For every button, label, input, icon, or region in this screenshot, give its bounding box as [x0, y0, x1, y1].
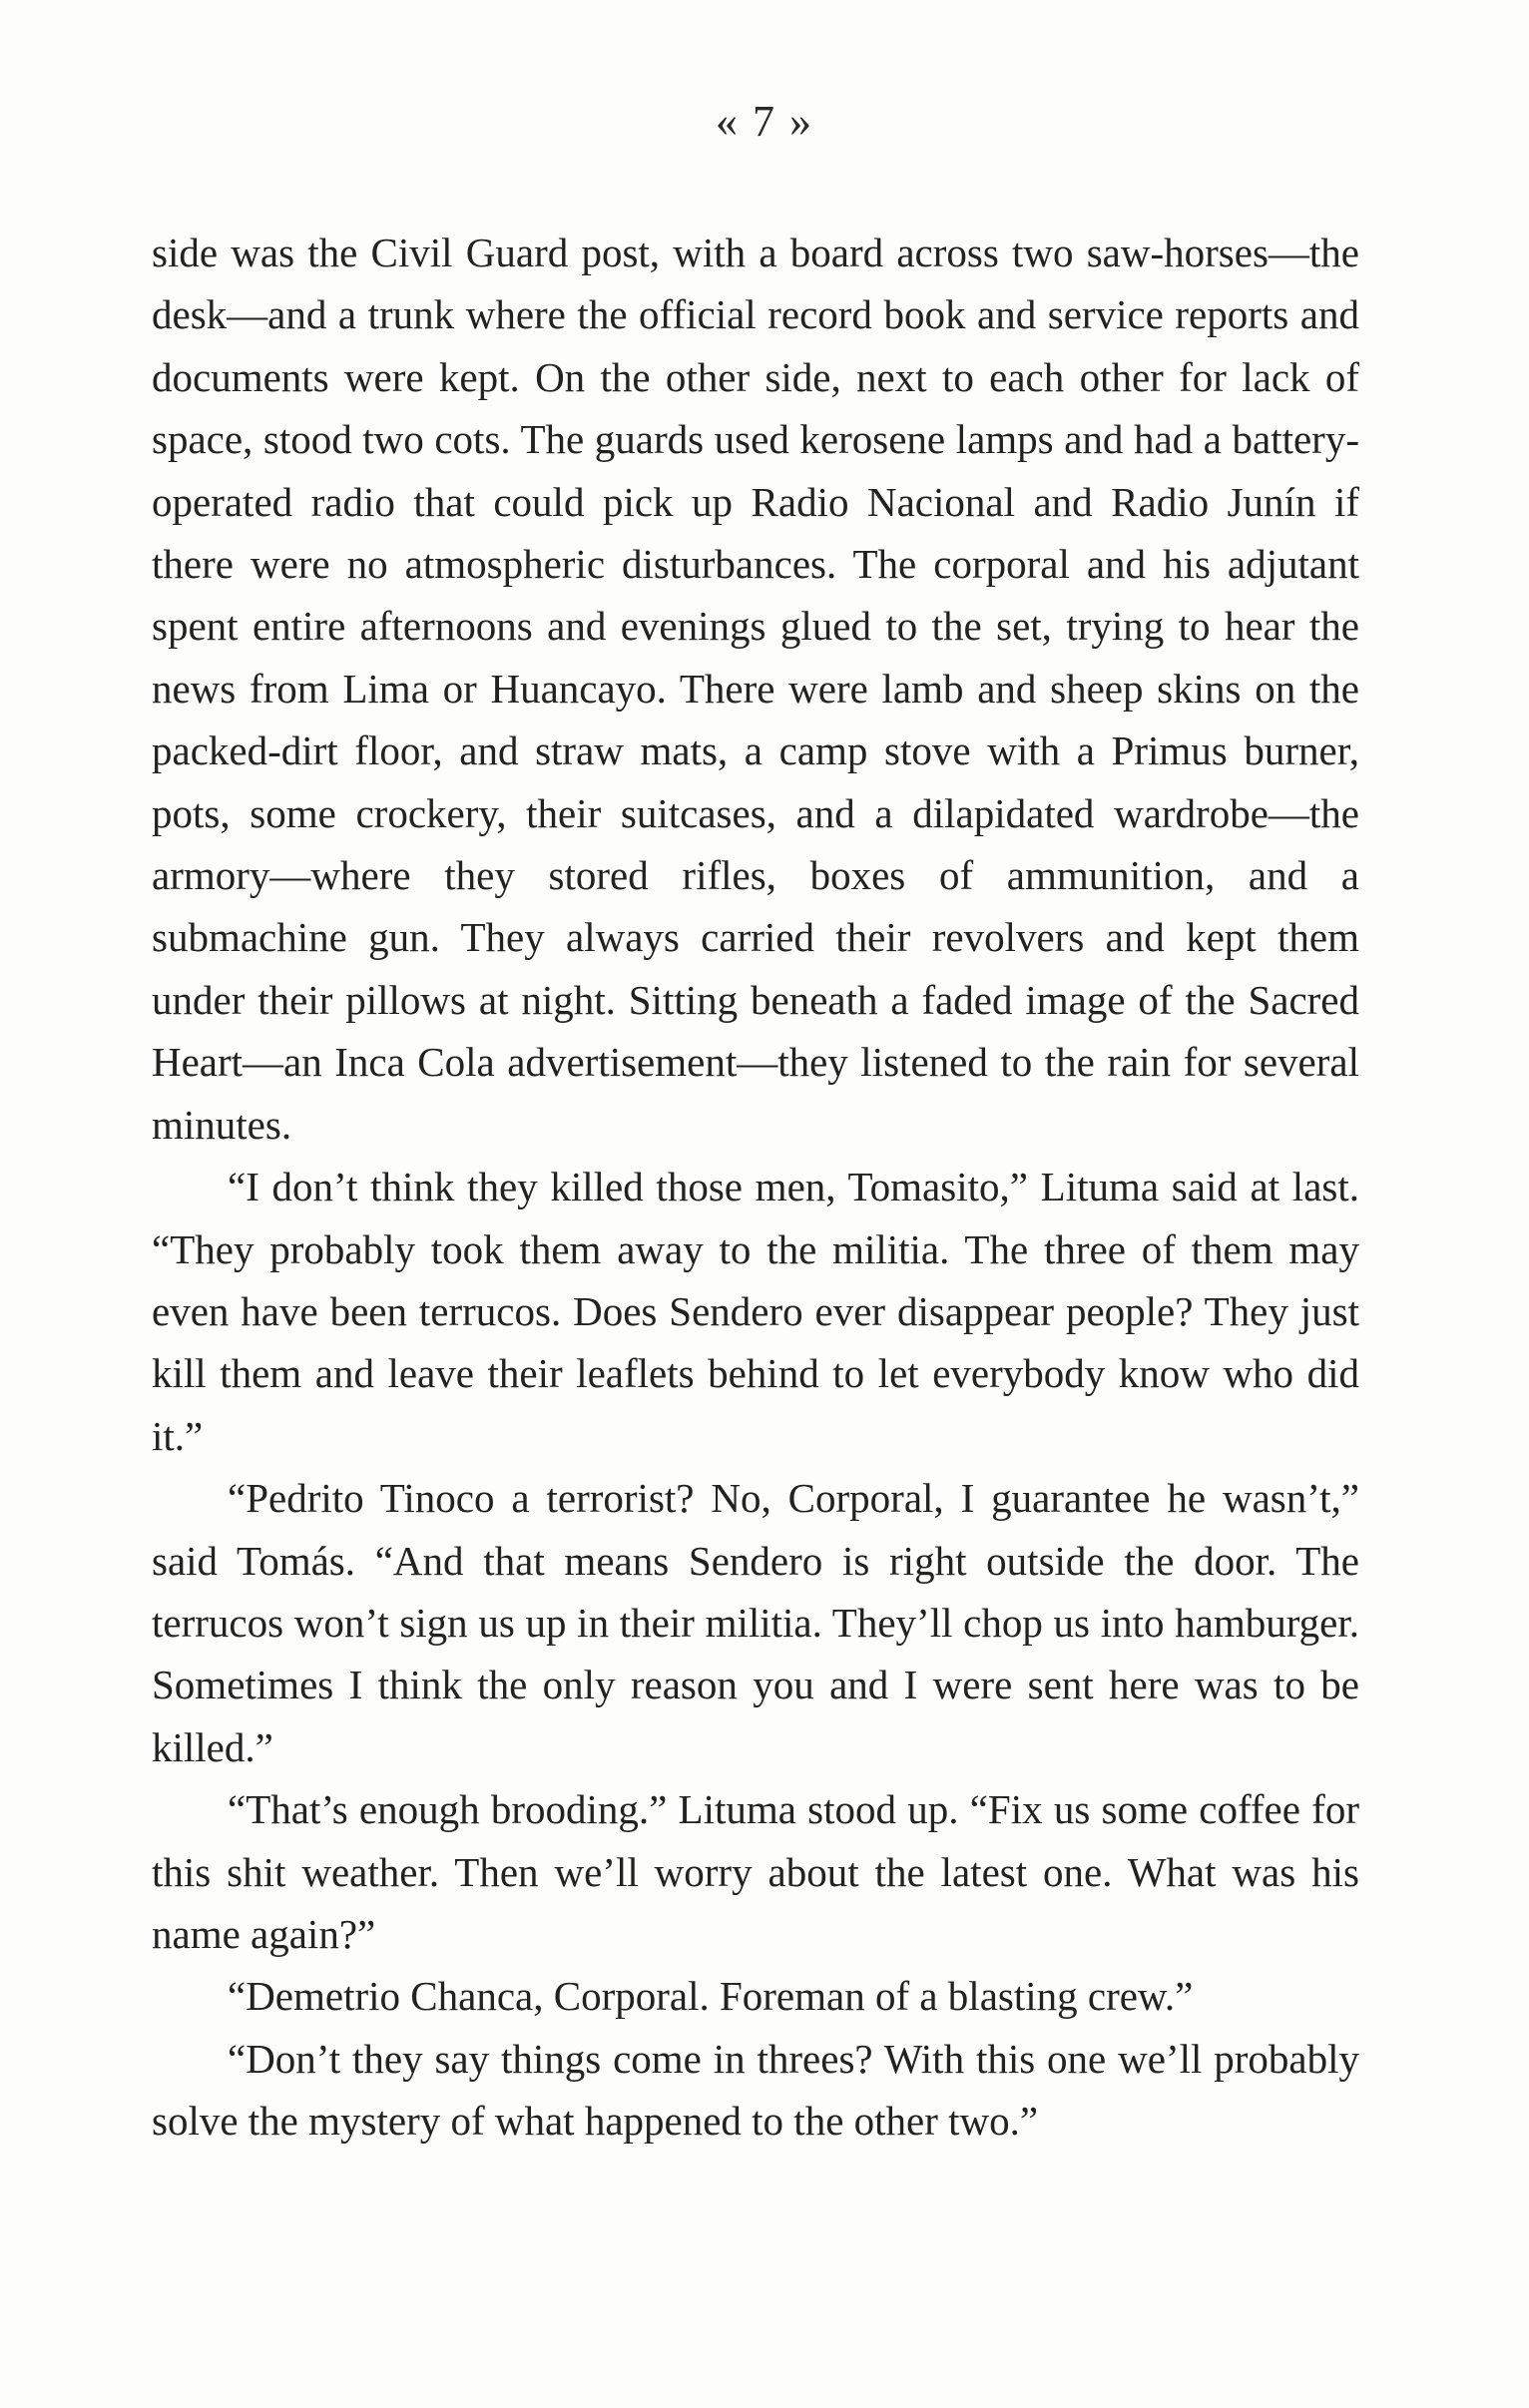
- paragraph-6: “Don’t they say things come in threes? With this one we’ll probably solve the mystery of what happened to the other two.”: [152, 2035, 1359, 2145]
- paragraph-1: side was the Civil Guard post, with a board across two saw-horses—the desk—and a trunk where the official record book and service reports and documents were kept. On the other side, next to each other for lack of space, stood two cots. The guards used kerosene lamps and had a battery-operated radio that could pick up Radio Nacional and Radio Junín if there were no atmospheric disturbances. The corporal and his adjutant spent entire afternoons and evenings glued to the set, trying to hear the news from Lima or Huancayo. There were lamb and sheep skins on the packed-dirt floor, and straw mats, a camp stove with a Primus burner, pots, some crockery, their suitcases, and a dilapidated wardrobe—the armory—where they stored rifles, boxes of ammunition, and a submachine gun. They always carried their revolvers and kept them under their pillows at night. Sitting beneath a faded image of the Sacred Heart—an Inca Cola advertisement—they listened to the rain for several minutes.: [152, 230, 1359, 1148]
- paragraph-2: “I don’t think they killed those men, Tomasito,” Lituma said at last. “They probably took them away to the militia. The three of them may even have been terrucos. Does Sendero ever disappear people? They just kill them and leave their leaflets behind to let everybody know who did it.”: [152, 1164, 1359, 1459]
- page-number: « 7 »: [716, 97, 813, 146]
- paragraph-3: “Pedrito Tinoco a terrorist? No, Corporal, I guarantee he wasn’t,” said Tomás. “And that means Sendero is right outside the door. The terrucos won’t sign us up in their militia. They’ll chop us into hamburger. Sometimes I think the only reason you and I were sent here was to be killed.”: [152, 1475, 1359, 1770]
- body-text: [152, 222, 1359, 2153]
- paragraph-5: “Demetrio Chanca, Corporal. Foreman of a blasting crew.”: [228, 1973, 1194, 2020]
- paragraph-4: “That’s enough brooding.” Lituma stood up. “Fix us some coffee for this shit weather. Then we’ll worry about the latest one. What was his name again?”: [152, 1786, 1359, 1957]
